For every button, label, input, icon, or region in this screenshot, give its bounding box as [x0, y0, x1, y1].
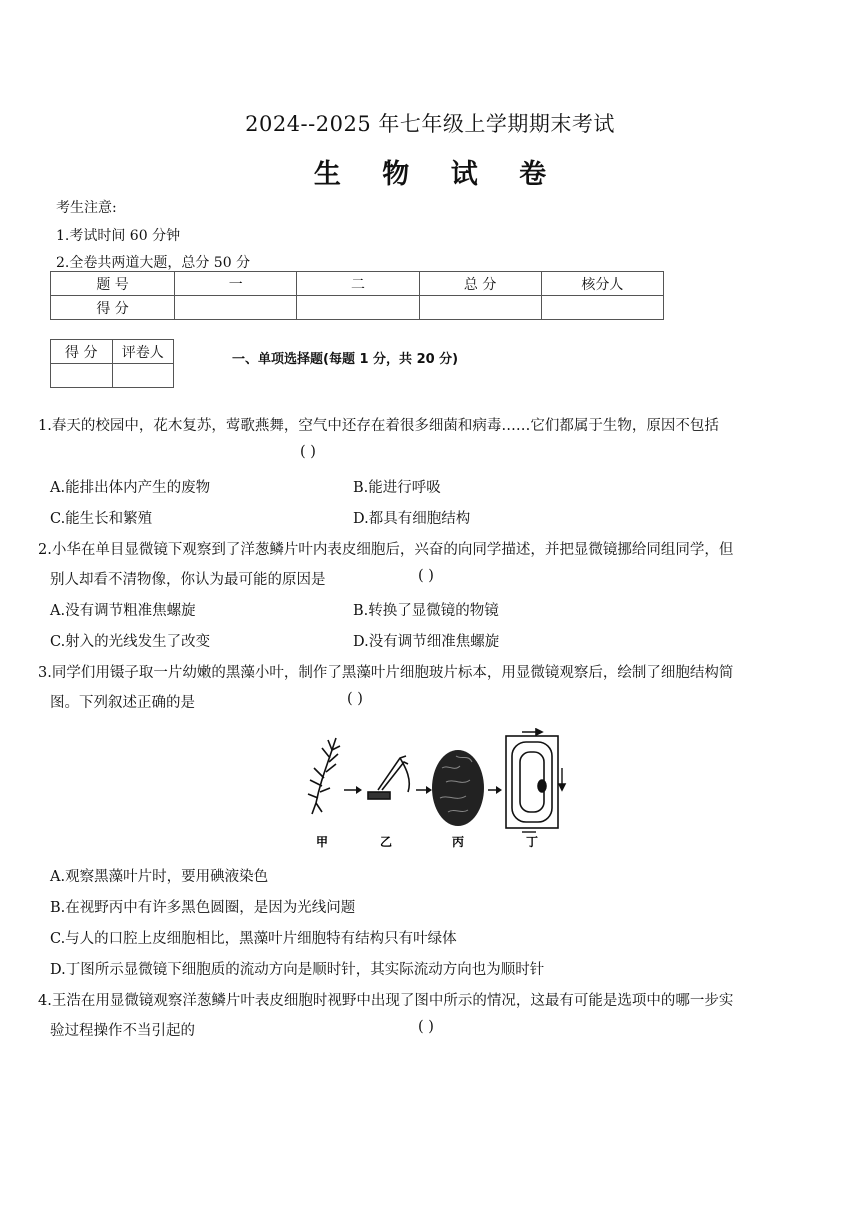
notice-item-time: 1.考试时间 60 分钟	[56, 228, 181, 244]
notice-item-total: 2.全卷共两道大题，总分 50 分	[56, 255, 251, 271]
plant-cell-drawing	[506, 729, 565, 832]
score-header-cell: 总 分	[419, 272, 541, 296]
tweezers-slide-drawing	[368, 756, 409, 799]
score-table	[50, 271, 664, 320]
question-1-option-d: D.都具有细胞结构	[353, 511, 471, 527]
grader-header-row	[51, 340, 174, 364]
grader-header-cell: 评卷人	[112, 340, 174, 364]
score-header-cell: 题 号	[51, 272, 175, 296]
score-header-cell: 核分人	[541, 272, 663, 296]
question-4-answer-blank: ( )	[418, 1019, 434, 1035]
question-4-stem-line2: 验过程操作不当引起的	[50, 1023, 195, 1039]
question-3-option-a: A.观察黑藻叶片时，要用碘液染色	[50, 869, 269, 885]
score-cell	[297, 296, 419, 320]
score-table-score-row	[51, 296, 664, 320]
subject-title: 生 物 试 卷	[313, 159, 563, 190]
score-cell	[419, 296, 541, 320]
score-cell	[175, 296, 297, 320]
question-1-stem: 1.春天的校园中，花木复苏，莺歌燕舞，空气中还存在着很多细菌和病毒……它们都属于生物，原因不包括	[38, 418, 719, 434]
question-3-option-d: D.丁图所示显微镜下细胞质的流动方向是顺时针，其实际流动方向也为顺时针	[50, 962, 545, 978]
waterweed-plant-drawing	[308, 738, 340, 814]
arrow-2-head-icon	[426, 786, 432, 794]
arrow-1-head-icon	[356, 786, 362, 794]
question-3-figure	[296, 728, 568, 856]
score-cell	[541, 296, 663, 320]
grader-cell	[51, 364, 113, 388]
arrow-3-head-icon	[496, 786, 502, 794]
section-title: 一、单项选择题(每题 1 分，共 20 分)	[232, 352, 459, 367]
figure-label-yi: 乙	[380, 835, 393, 849]
question-2-option-c: C.射入的光线发生了改变	[50, 634, 211, 650]
notice-heading: 考生注意:	[56, 200, 117, 216]
figure-label-jia: 甲	[316, 835, 329, 849]
question-1-option-c: C.能生长和繁殖	[50, 511, 153, 527]
question-2-answer-blank: ( )	[418, 568, 434, 584]
figure-label-bing: 丙	[452, 835, 465, 849]
grader-header-cell: 得 分	[51, 340, 113, 364]
exam-title: 2024--2025 年七年级上学期期末考试	[245, 112, 615, 136]
grader-table	[50, 339, 174, 388]
question-1-option-b: B.能进行呼吸	[353, 480, 441, 496]
question-2-stem-line2: 别人却看不清物像，你认为最可能的原因是	[50, 572, 326, 588]
question-2-option-d: D.没有调节细准焦螺旋	[353, 634, 500, 650]
grader-blank-row	[51, 364, 174, 388]
score-header-cell: 一	[175, 272, 297, 296]
question-2-option-a: A.没有调节粗准焦螺旋	[50, 603, 196, 619]
question-4-stem-line1: 4.王浩在用显微镜观察洋葱鳞片叶表皮细胞时视野中出现了图中所示的情况，这最有可能是选项中的哪一步实	[38, 993, 734, 1009]
question-3-stem-line1: 3.同学们用镊子取一片幼嫩的黑藻小叶，制作了黑藻叶片细胞玻片标本，用显微镜观察后，绘制了细胞结构简	[38, 665, 734, 681]
question-3-option-c: C.与人的口腔上皮细胞相比，黑藻叶片细胞特有结构只有叶绿体	[50, 931, 457, 947]
question-3-answer-blank: ( )	[347, 691, 363, 707]
question-1-option-a: A.能排出体内产生的废物	[50, 480, 211, 496]
question-2-option-b: B.转换了显微镜的物镜	[353, 603, 499, 619]
question-1-answer-blank: ( )	[300, 444, 316, 460]
microscope-view-drawing	[432, 750, 484, 826]
score-row-label: 得 分	[51, 296, 175, 320]
question-3-stem-line2: 图。下列叙述正确的是	[50, 695, 195, 711]
score-table-header-row	[51, 272, 664, 296]
figure-label-ding: 丁	[526, 835, 539, 849]
question-3-option-b: B.在视野丙中有许多黑色圆圈，是因为光线问题	[50, 900, 356, 916]
score-header-cell: 二	[297, 272, 419, 296]
question-2-stem-line1: 2.小华在单目显微镜下观察到了洋葱鳞片叶内表皮细胞后，兴奋的向同学描述，并把显微镜挪给同组同学，但	[38, 542, 734, 558]
grader-cell	[112, 364, 174, 388]
